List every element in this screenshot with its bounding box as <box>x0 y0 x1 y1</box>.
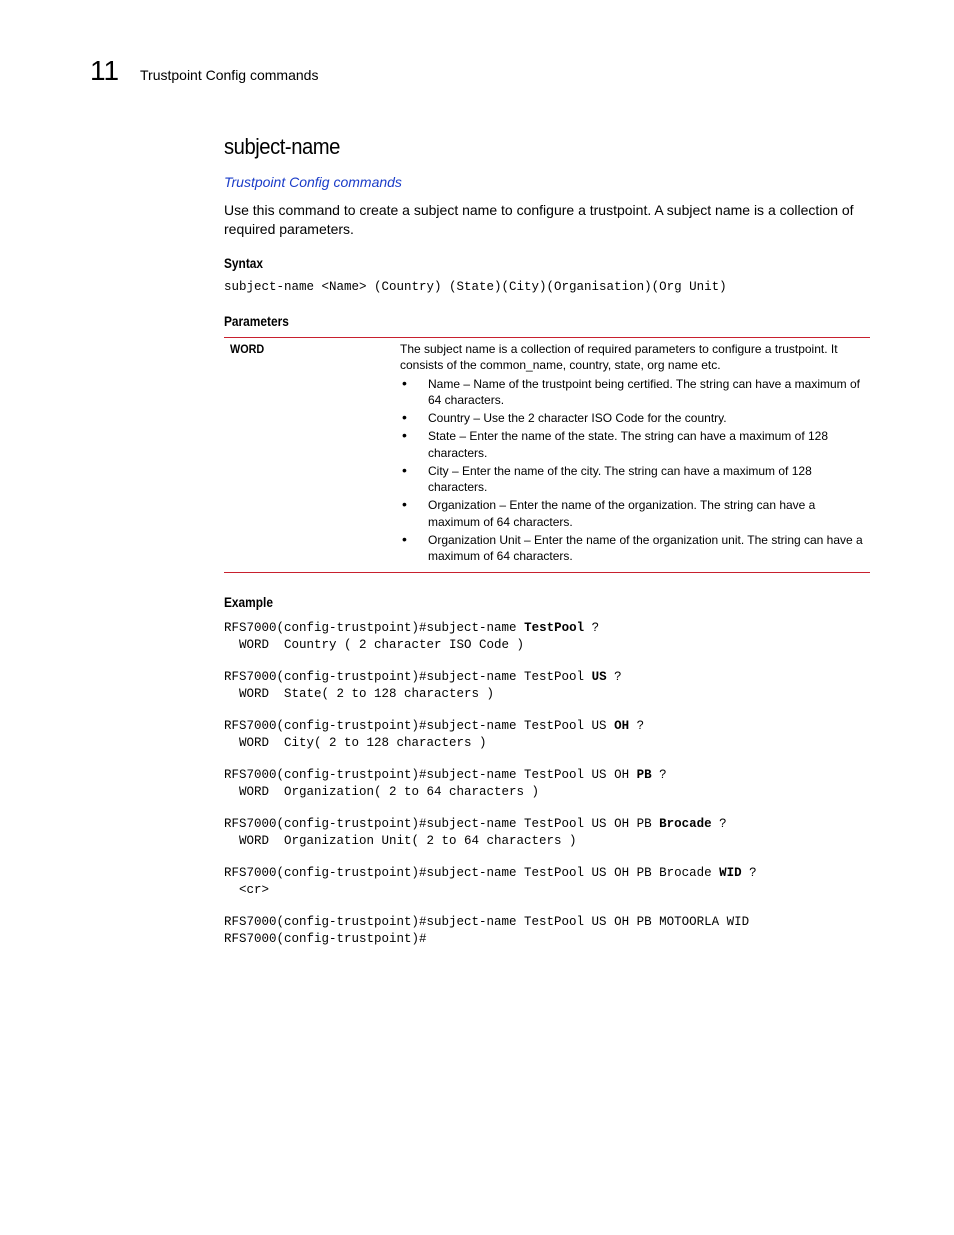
list-item: • Country – Use the 2 character ISO Code for the country. <box>400 410 864 427</box>
page-title: subject-name <box>224 134 340 159</box>
chapter-number: 11 <box>90 55 120 86</box>
command-prefix: RFS7000(config-trustpoint)#subject-name <box>224 621 525 635</box>
example-response-line: WORD Country ( 2 character ISO Code ) <box>224 637 525 652</box>
command-bold-argument: US <box>591 670 607 684</box>
list-item: • City – Enter the name of the city. The string can have a maximum of 128 characters. <box>400 463 864 496</box>
example-heading: Example <box>224 594 273 610</box>
example-command-line: RFS7000(config-trustpoint)#subject-name TestPool US OH PB MOTOORLA WID <box>224 915 750 929</box>
command-prefix: RFS7000(config-trustpoint)#subject-name TestPool <box>224 670 592 684</box>
example-group <box>224 718 870 751</box>
example-response-line: WORD Organization Unit( 2 to 64 characters ) <box>224 833 577 848</box>
example-command-line <box>224 669 870 686</box>
example-group <box>224 767 870 800</box>
parameter-bullet-list <box>400 376 864 565</box>
example-command-line <box>224 620 870 637</box>
command-prefix: RFS7000(config-trustpoint)#subject-name TestPool US OH PB Brocade <box>224 866 720 880</box>
command-suffix: ? <box>651 768 667 782</box>
list-item: • State – Enter the name of the state. The string can have a maximum of 128 characters. <box>400 428 864 461</box>
command-suffix: ? <box>711 817 727 831</box>
command-prefix: RFS7000(config-trustpoint)#subject-name TestPool US OH <box>224 768 637 782</box>
parameter-description <box>394 337 870 573</box>
command-suffix: ? <box>606 670 622 684</box>
syntax-line: subject-name <Name> (Country) (State)(City)(Organisation)(Org Unit) <box>224 280 727 294</box>
example-command-line <box>224 718 870 735</box>
list-item: • Organization – Enter the name of the organization. The string can have a maximum of 64 characters. <box>400 497 864 530</box>
command-prefix: RFS7000(config-trustpoint)#subject-name TestPool US OH PB <box>224 817 660 831</box>
chapter-title: Trustpoint Config commands <box>140 67 319 83</box>
syntax-heading: Syntax <box>224 255 264 271</box>
main-content <box>224 130 870 947</box>
example-command-line: RFS7000(config-trustpoint)# <box>224 931 427 946</box>
command-suffix: ? <box>584 621 600 635</box>
example-group <box>224 620 870 653</box>
example-final-group <box>224 914 870 947</box>
trustpoint-config-link[interactable]: Trustpoint Config commands <box>224 174 402 190</box>
parameter-name: WORD <box>230 341 265 356</box>
example-group <box>224 669 870 702</box>
list-item: • Name – Name of the trustpoint being certified. The string can have a maximum of 64 characters. <box>400 376 864 409</box>
example-group <box>224 865 870 898</box>
example-command-line <box>224 767 870 784</box>
command-suffix: ? <box>741 866 757 880</box>
example-response-line: WORD Organization( 2 to 64 characters ) <box>224 784 540 799</box>
example-code-block <box>224 620 870 947</box>
parameters-heading: Parameters <box>224 312 289 329</box>
example-command-line <box>224 865 870 882</box>
list-item: • Organization Unit – Enter the name of the organization unit. The string can have a maximum of 64 characters. <box>400 532 864 565</box>
parameters-table <box>224 337 870 574</box>
example-response-line: WORD City( 2 to 128 characters ) <box>224 735 487 750</box>
command-prefix: RFS7000(config-trustpoint)#subject-name TestPool US <box>224 719 615 733</box>
parameter-row <box>224 337 870 573</box>
command-bold-argument: WID <box>719 866 742 880</box>
example-response-line: <cr> <box>224 882 270 897</box>
command-bold-argument: Brocade <box>659 817 712 831</box>
command-bold-argument: OH <box>614 719 630 733</box>
intro-paragraph: Use this command to create a subject name to configure a trustpoint. A subject name is a collection of required parameters. <box>224 202 854 237</box>
command-suffix: ? <box>629 719 645 733</box>
example-command-line <box>224 816 870 833</box>
example-response-line: WORD State( 2 to 128 characters ) <box>224 686 495 701</box>
command-bold-argument: TestPool <box>524 621 585 635</box>
example-group <box>224 816 870 849</box>
parameter-description-text: The subject name is a collection of required parameters to configure a trustpoint. It consists of the common_name, country, state, org name etc. <box>400 341 838 372</box>
command-bold-argument: PB <box>636 768 652 782</box>
